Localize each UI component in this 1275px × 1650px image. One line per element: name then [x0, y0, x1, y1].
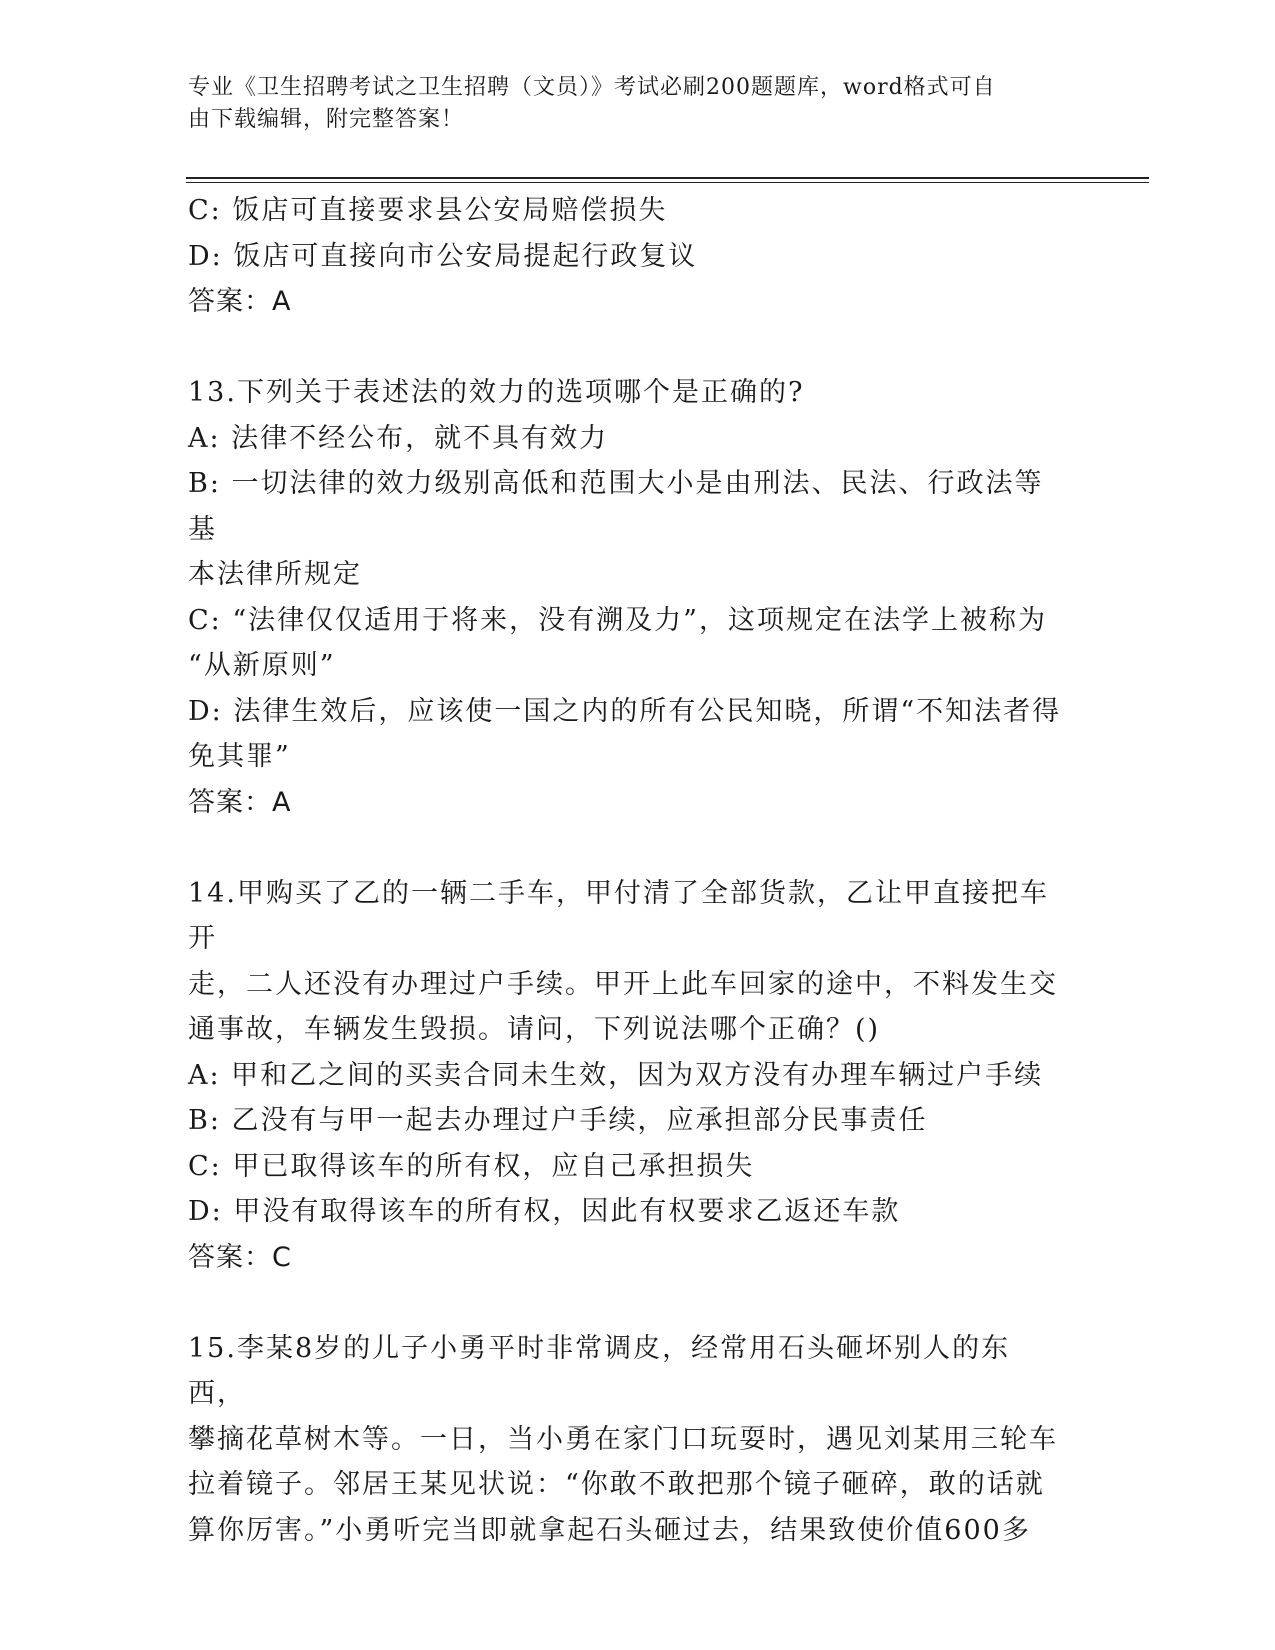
option-c: C: 饭店可直接要求县公安局赔偿损失	[188, 195, 668, 226]
question-stem-line-2: 攀摘花草树木等。一日，当小勇在家门口玩耍时，遇见刘某用三轮车	[188, 1423, 1058, 1455]
question-stem-line-3: 通事故，车辆发生毁损。请问，下列说法哪个正确？()	[188, 1014, 881, 1045]
question-stem: 13.下列关于表述法的效力的选项哪个是正确的?	[188, 377, 805, 408]
header-divider-thick	[186, 177, 1149, 179]
header-line-2: 由下载编辑，附完整答案！	[188, 107, 465, 132]
spacer	[188, 325, 1068, 371]
option-b: B: 乙没有与甲一起去办理过户手续，应承担部分民事责任	[188, 1105, 928, 1136]
question-stem-line-1: 15.李某8岁的儿子小勇平时非常调皮，经常用石头砸坏别人的东西，	[188, 1332, 1011, 1409]
header-line-1: 专业《卫生招聘考试之卫生招聘（文员）》考试必刷200题题库，word格式可自	[188, 75, 996, 100]
option-b-line-2: 本法律所规定	[188, 559, 362, 590]
spacer	[188, 825, 1068, 871]
answer-line: 答案：C	[188, 1241, 292, 1273]
question-12-tail	[188, 188, 1068, 325]
option-c-line-2: “从新原则”	[188, 650, 336, 681]
option-c: C: 甲已取得该车的所有权，应自己承担损失	[188, 1150, 755, 1182]
option-d-line-1: D: 法律生效后，应该使一国之内的所有公民知晓，所谓“不知法者得	[188, 695, 1062, 727]
option-a: A: 法律不经公布，就不具有效力	[188, 422, 609, 454]
answer-line: 答案：A	[188, 286, 292, 317]
page-body	[188, 188, 1068, 1553]
header-divider-thin	[186, 182, 1149, 183]
question-stem-line-3: 拉着镜子。邻居王某见状说：“你敢不敢把那个镜子砸碎，敢的话就	[188, 1469, 1045, 1500]
option-d: D: 甲没有取得该车的所有权，因此有权要求乙返还车款	[188, 1196, 901, 1227]
question-stem-line-2: 走，二人还没有办理过户手续。甲开上此车回家的途中，不料发生交	[188, 968, 1058, 1000]
option-b-line-1: B: 一切法律的效力级别高低和范围大小是由刑法、民法、行政法等基	[188, 468, 1044, 545]
question-13	[188, 370, 1068, 825]
question-stem-line-4: 算你厉害。”小勇听完当即就拿起石头砸过去，结果致使价值600多	[188, 1514, 1031, 1546]
spacer	[188, 1280, 1068, 1326]
option-c-line-1: C: “法律仅仅适用于将来，没有溯及力”，这项规定在法学上被称为	[188, 604, 1047, 636]
option-d-line-2: 免其罪”	[188, 741, 291, 772]
question-14	[188, 871, 1068, 1281]
option-d: D: 饭店可直接向市公安局提起行政复议	[188, 240, 698, 272]
answer-line: 答案：A	[188, 786, 292, 818]
question-stem-line-1: 14.甲购买了乙的一辆二手车，甲付清了全部货款，乙让甲直接把车开	[188, 877, 1049, 954]
option-a: A: 甲和乙之间的买卖合同未生效，因为双方没有办理车辆过户手续	[188, 1059, 1044, 1091]
page-header	[188, 72, 1068, 136]
question-15	[188, 1326, 1068, 1554]
